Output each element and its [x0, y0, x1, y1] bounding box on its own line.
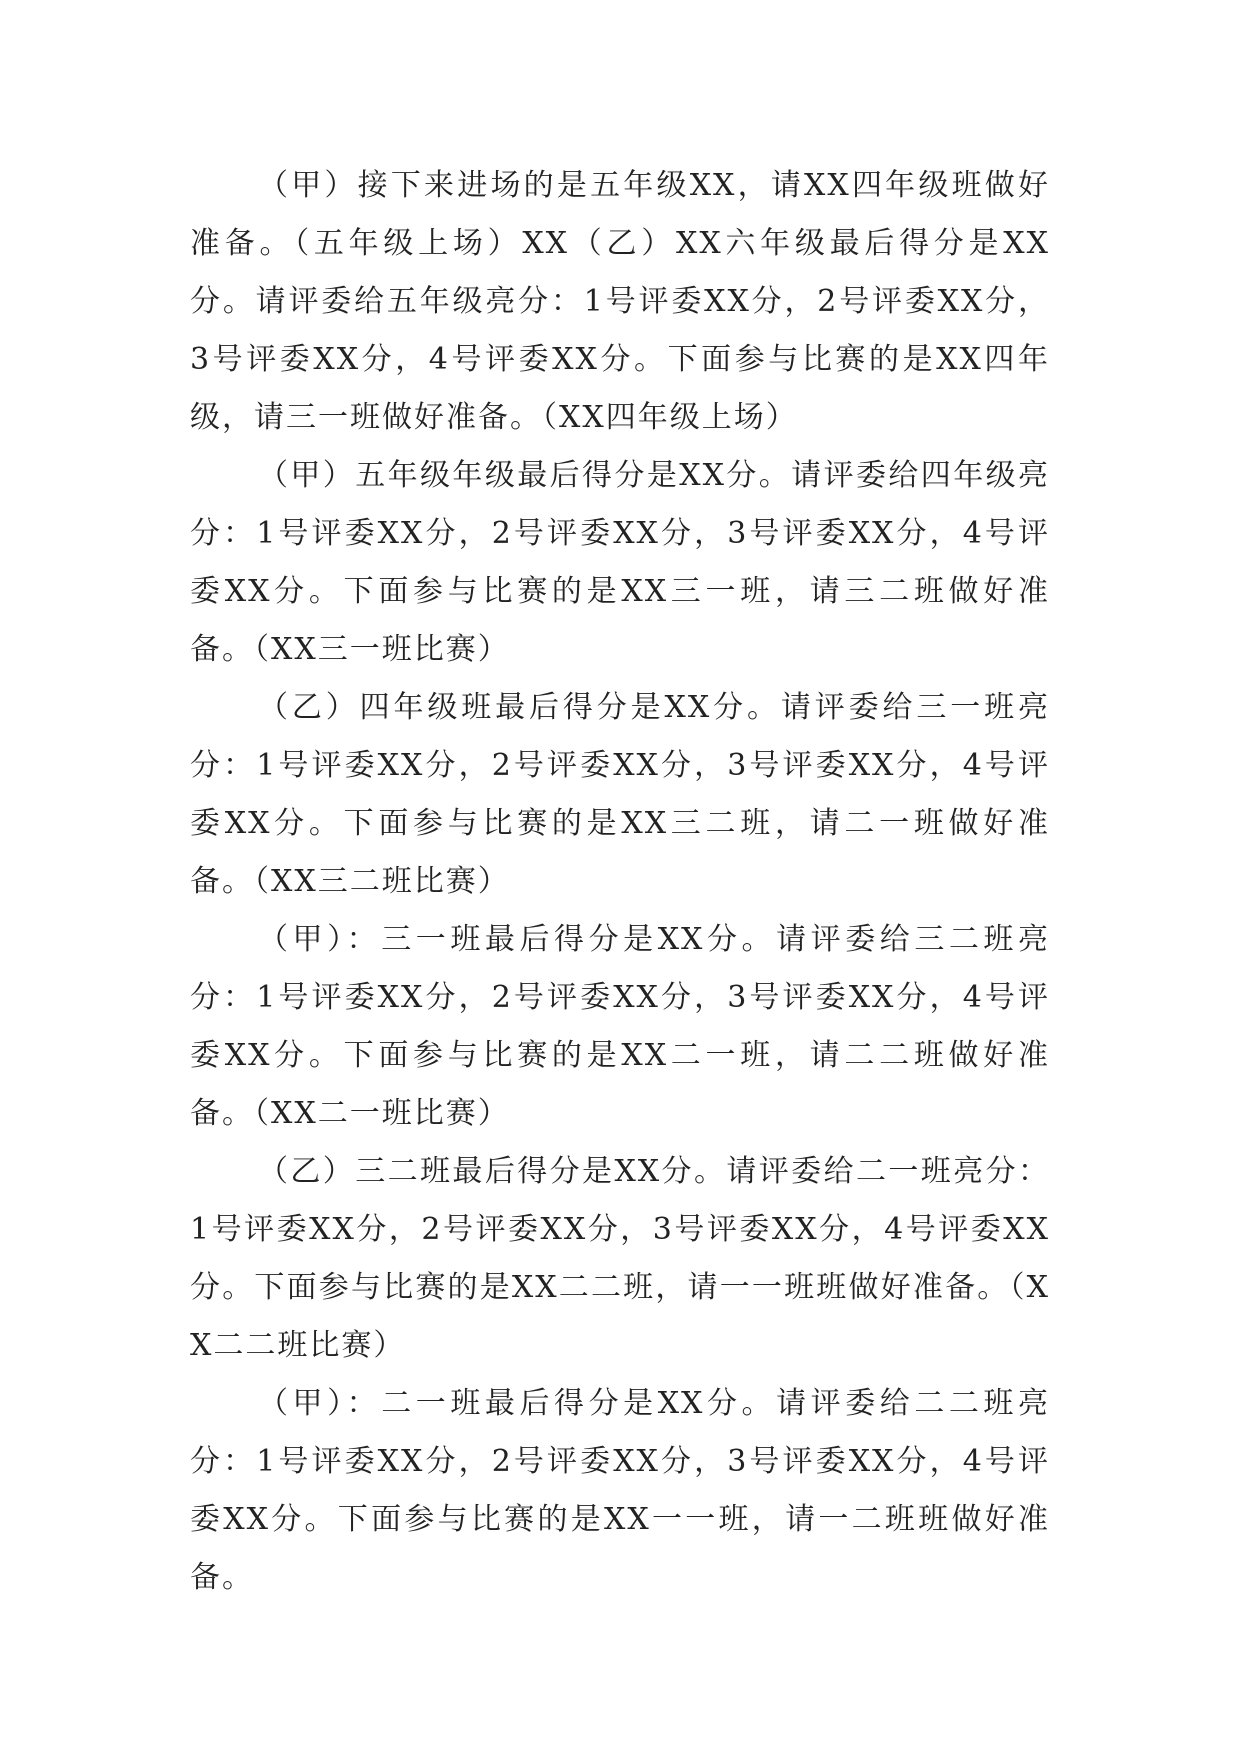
paragraph-3: （乙）四年级班最后得分是XX分。请评委给三一班亮分：1号评委XX分，2号评委XX分，3号评委XX分，4号评委XX分。下面参与比赛的是XX三二班，请二一班做好准备。（XX三二班比赛） [190, 690, 1050, 899]
paragraph-4: （甲）：三一班最后得分是XX分。请评委给三二班亮分：1号评委XX分，2号评委XX分，3号评委XX分，4号评委XX分。下面参与比赛的是XX二一班，请二二班做好准备。（XX二一班比赛） [190, 922, 1050, 1131]
paragraph-2: （甲）五年级年级最后得分是XX分。请评委给四年级亮分：1号评委XX分，2号评委XX分，3号评委XX分，4号评委XX分。下面参与比赛的是XX三一班，请三二班做好准备。（XX三一班比赛） [190, 458, 1050, 667]
paragraph-6: （甲）：二一班最后得分是XX分。请评委给二二班亮分：1号评委XX分，2号评委XX分，3号评委XX分，4号评委XX分。下面参与比赛的是XX一一班，请一二班班做好准备。 [190, 1386, 1050, 1595]
paragraph-1: （甲）接下来进场的是五年级XX，请XX四年级班做好准备。（五年级上场）XX（乙）XX六年级最后得分是XX分。请评委给五年级亮分：1号评委XX分，2号评委XX分，3号评委XX分，4号评委XX分。下面参与比赛的是XX四年级，请三一班做好准备。（XX四年级上场） [190, 168, 1050, 435]
document-body [190, 157, 1050, 1607]
paragraph-5: （乙）三二班最后得分是XX分。请评委给二一班亮分：1号评委XX分，2号评委XX分，3号评委XX分，4号评委XX分。下面参与比赛的是XX二二班，请一一班班做好准备。（XX二二班比赛） [190, 1154, 1050, 1363]
